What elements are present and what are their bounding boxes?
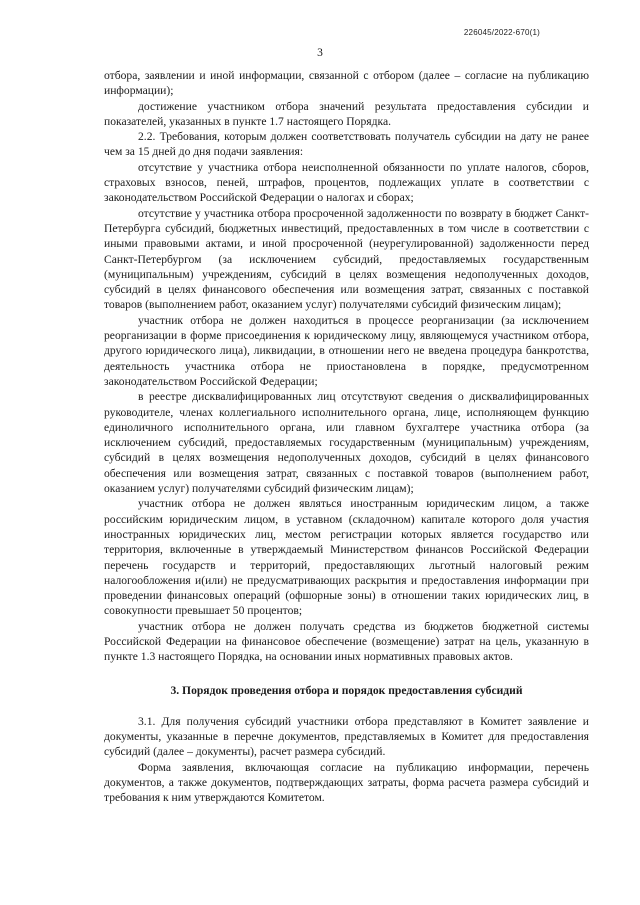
document-body — [104, 68, 589, 806]
page-number: 3 — [317, 47, 323, 59]
document-id: 226045/2022-670(1) — [463, 28, 540, 37]
paragraph: участник отбора не должен являться иностранным юридическим лицом, а также российским юридическим лицом, в уставном (складочном) капитале которого доля участия иностранных юридических лиц, местом регистрации которых является государство или территория, включенные в утверждаемый Министерством финансов Российской Федерации перечень государств и территорий, предоставляющих льготный налоговый режим налогообложения и(или) не предусматривающих раскрытия и предоставления информации при проведении финансовых операций (офшорные зоны) в отношении таких юридических лиц, в совокупности превышает 50 процентов; — [104, 497, 589, 618]
paragraph: участник отбора не должен получать средства из бюджетов бюджетной системы Российской Федерации на финансовое обеспечение (возмещение) затрат на цель, указанную в пункте 1.3 настоящего Порядка, на основании иных нормативных правовых актов. — [104, 619, 589, 664]
paragraph: отсутствие у участника отбора просроченной задолженности по возврату в бюджет Санкт-Петербурга субсидий, бюджетных инвестиций, предоставленных в том числе в соответствии с иными правовыми актами, и иной просроченной (неурегулированной) задолженности перед Санкт-Петербургом (за исключением субсидий, предоставляемых государственным (муниципальным) учреждениям, субсидий в целях возмещения недополученных доходов, субсидий в целях финансового обеспечения или возмещения затрат, связанных с поставкой товаров (выполнением работ, оказанием услуг) получателями субсидий физическим лицам); — [104, 206, 589, 312]
section-title: 3. Порядок проведения отбора и порядок предоставления субсидий — [170, 683, 523, 697]
paragraph: Форма заявления, включающая согласие на публикацию информации, перечень документов, а также документов, подтверждающих затраты, форма расчета размера субсидий и требования к ним утверждаются Комитетом. — [104, 760, 589, 805]
paragraph: отсутствие у участника отбора неисполненной обязанности по уплате налогов, сборов, страховых взносов, пеней, штрафов, процентов, подлежащих уплате в соответствии с законодательством Российской Федерации о налогах и сборах; — [104, 160, 589, 205]
paragraph: в реестре дисквалифицированных лиц отсутствуют сведения о дисквалифицированных руководителе, членах коллегиального исполнительного органа, лице, исполняющем функцию единоличного исполнительного органа, или главном бухгалтере участника отбора (за исключением субсидий, предоставляемых государственным (муниципальным) учреждениям, субсидий в целях возмещения недополученных доходов, субсидий в целях финансового обеспечения или возмещения затрат, связанных с поставкой товаров (выполнением работ, оказанием услуг) получателями субсидий физическим лицам); — [104, 390, 589, 496]
paragraph: достижение участником отбора значений результата предоставления субсидии и показателей, указанных в пункте 1.7 настоящего Порядка. — [104, 99, 589, 128]
paragraph: 3.1. Для получения субсидий участники отбора представляют в Комитет заявление и документы, указанные в перечне документов, представляемых в Комитет для предоставления субсидий (далее – документы), расчет размера субсидий. — [104, 714, 589, 759]
paragraph: участник отбора не должен находиться в процессе реорганизации (за исключением реорганизации в форме присоединения к юридическому лицу, являющемуся участником отбора, другого юридического лица), ликвидации, в отношении него не введена процедура банкротства, деятельность участника отбора не приостановлена в порядке, предусмотренном законодательством Российской Федерации; — [104, 313, 589, 388]
paragraph: 2.2. Требования, которым должен соответствовать получатель субсидии на дату не ранее чем за 15 дней до дня подачи заявления: — [104, 130, 589, 159]
paragraph: отбора, заявлении и иной информации, связанной с отбором (далее – согласие на публикацию информации); — [104, 69, 589, 98]
